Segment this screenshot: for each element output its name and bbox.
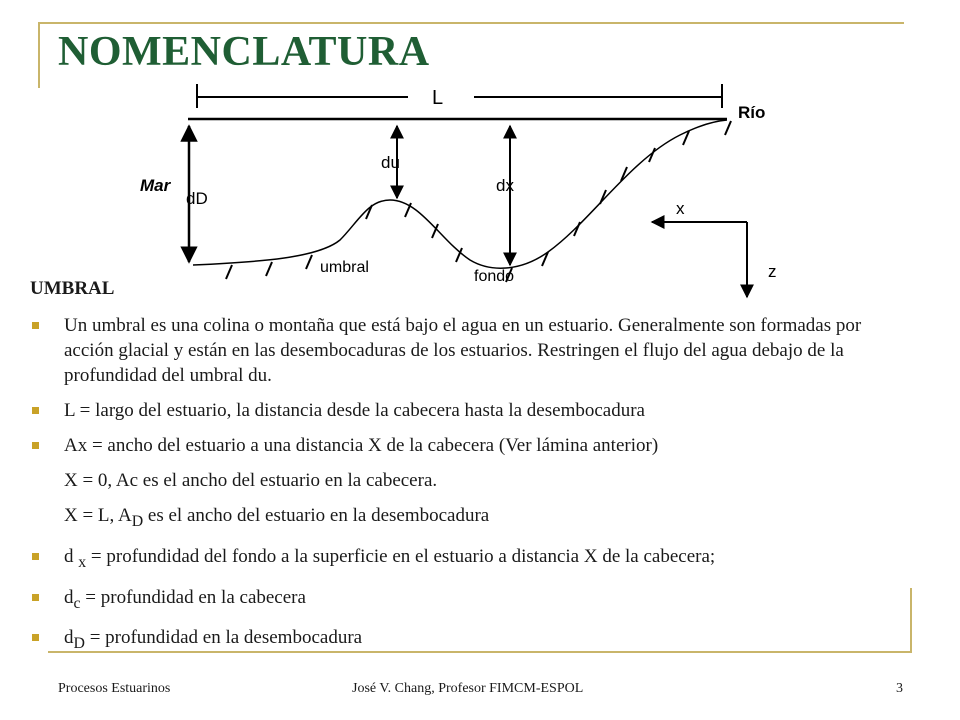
- list-item-dx: d $_x$ = profundidad del fondo a la superficie en el estuario a distancia X de la cabecera;: [30, 544, 910, 575]
- label-umbral: umbral: [320, 259, 369, 276]
- list-item-L: L = largo del estuario, la distancia desde la cabecera hasta la desembocadura: [30, 398, 910, 423]
- list-item-xL: X = L, $A_D$ es el ancho del estuario en la desembocadura: [64, 505, 490, 530]
- list-item-dD: $d_D$ = profundidad en la desembocadura: [30, 625, 910, 656]
- seabed-hatch-marks: [226, 121, 731, 282]
- list-item-x0: X = 0, Ac es el ancho del estuario en la cabecera.: [64, 470, 438, 491]
- frame-right-line: [910, 588, 912, 653]
- label-fondo: fondo: [474, 268, 515, 285]
- slide-title: NOMENCLATURA: [58, 29, 430, 75]
- label-du: du: [381, 153, 400, 172]
- label-rio: Río: [738, 103, 766, 122]
- list-item-dc: $d_c$ = profundidad en la cabecera: [30, 585, 910, 616]
- label-L: L: [432, 87, 444, 109]
- label-dx: dx: [496, 176, 514, 195]
- seabed-profile: [193, 120, 727, 268]
- footer-page-number: 3: [896, 681, 903, 696]
- list-item-Ax: Ax = ancho del estuario a una distancia X de la cabecera (Ver lámina anterior): [30, 433, 910, 458]
- section-heading: UMBRAL: [30, 278, 115, 299]
- footer-course: Procesos Estuarinos: [58, 681, 171, 696]
- definitions-list: [30, 313, 910, 666]
- label-z: z: [768, 262, 777, 281]
- label-x: x: [676, 199, 685, 218]
- label-mar: Mar: [140, 176, 171, 195]
- estuary-diagram: [0, 0, 960, 320]
- footer-author: José V. Chang, Profesor FIMCM-ESPOL: [352, 681, 584, 696]
- list-item-umbral: Un umbral es una colina o montaña que está bajo el agua en un estuario. Generalmente son formadas por acción glacial y están en las desembocaduras de los estuarios. Restringen el flujo del agua debajo de la profundidad del umbral du.: [30, 313, 910, 388]
- label-dD: dD: [186, 189, 208, 208]
